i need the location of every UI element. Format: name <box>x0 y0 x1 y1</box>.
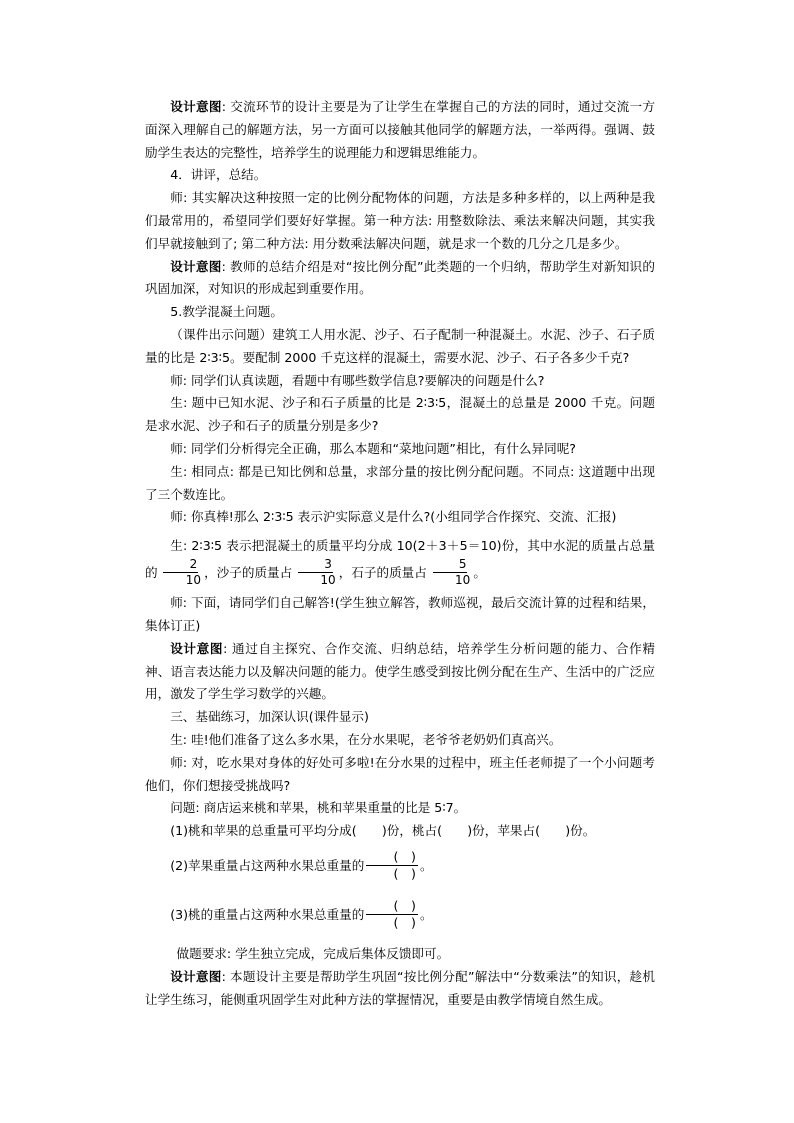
paragraph-text: : 本题设计主要是帮助学生巩固“按比例分配”解法中“分数乘法”的知识，趁机让学生练习，能侧重巩固学生对此种方法的掌握情况，重要是由教学情境自然生成。 <box>145 968 655 1007</box>
design-intent-label: 设计意图 <box>170 968 222 984</box>
paragraph-text: ，沙子的质量占 <box>204 565 293 581</box>
fraction-denominator: 10 <box>185 573 202 588</box>
paragraph-teacher-question: 师: 同学们认真读题，看题中有哪些数学信息?要解决的问题是什么? <box>170 372 545 388</box>
design-intent-label: 设计意图 <box>170 258 222 274</box>
blank-denominator: ( ) <box>393 914 416 930</box>
question-text: (2)苹果重量占这两种水果总重量的 <box>170 857 365 873</box>
fraction-denominator: 10 <box>320 573 336 588</box>
fraction-denominator: 10 <box>455 573 471 588</box>
paragraph-step-4: 4．讲评，总结。 <box>170 167 267 183</box>
document-body <box>145 96 655 1011</box>
paragraph-teacher-solve: 师: 下面，请同学们自己解答!(学生独立解答，教师巡视，最后交流计算的过程和结果，集体订正) <box>145 595 655 633</box>
paragraph-text: : 通过自主探究、合作交流、归纳总结，培养学生分析问题的能力、合作精神、语言表达能力以及解决问题的能力。使学生感受到按比例分配在生产、生活中的广泛应用，激发了学生学习数学的兴趣。 <box>145 640 655 702</box>
question-3 <box>145 897 655 931</box>
fraction-blank <box>366 899 418 930</box>
paragraph-student-answer-1: 生: 题中已知水泥、沙子和石子质量的比是 2∶3∶5，混凝土的总量是 2000 千克。问题是求水泥、沙子和石子的质量分别是多少? <box>145 395 655 434</box>
fraction-numerator: 2 <box>163 558 198 573</box>
fraction-blank <box>366 850 418 881</box>
paragraph-fruit-problem: 问题: 商店运来桃和苹果，桃和苹果重量的比是 5∶7。 <box>170 800 467 816</box>
paragraph-text: : 教师的总结介绍是对“按比例分配”此类题的一个归纳，帮助学生对新知识的巩固加深，对知识的形成起到重要作用。 <box>145 258 656 297</box>
question-2 <box>145 848 655 882</box>
paragraph-student-fractions <box>145 533 655 588</box>
question-end: 。 <box>419 857 433 873</box>
blank-numerator: ( ) <box>366 850 418 866</box>
fraction-cement <box>160 558 202 587</box>
paragraph-concrete-problem: （课件出示问题）建筑工人用水泥、沙子、石子配制一种混凝土。水泥、沙子、石子质量的比是 2∶3∶5。要配制 2000 千克这样的混凝土，需要水泥、沙子、石子各多少千克? <box>145 326 655 365</box>
fraction-sand <box>294 558 336 587</box>
fraction-numerator: 3 <box>298 558 333 573</box>
paragraph-design-intent-4 <box>145 966 655 1012</box>
paragraph-step-5: 5.教学混凝土问题。 <box>170 304 283 320</box>
paragraph-teacher-summary: 师: 其实解决这种按照一定的比例分配物体的问题，方法是多种多样的，以上两种是我们最常用的，希望同学们要好好掌握。第一种方法: 用整数除法、乘法来解决问题，其实我们早就接触到了; 第二种方法: 用分数乘法解决问题，就是求一个数的几分之几是多少。 <box>145 190 655 251</box>
question-end: 。 <box>419 906 433 922</box>
paragraph-student-wow: 生: 哇!他们准备了这么多水果，在分水果呢，老爷爷老奶奶们真高兴。 <box>170 731 562 747</box>
question-text: (3)桃的重量占这两种水果总重量的 <box>170 906 365 922</box>
paragraph-student-answer-2: 生: 相同点: 都是已知比例和总量，求部分量的按比例分配问题。不同点: 这道题中出现了三个数连比。 <box>145 463 655 502</box>
design-intent-label: 设计意图 <box>170 99 222 114</box>
paragraph-text: ，石子的质量占 <box>338 565 427 581</box>
paragraph-requirement: 做题要求: 学生独立完成，完成后集体反馈即可。 <box>176 945 450 961</box>
paragraph-text: 。 <box>473 565 486 581</box>
design-intent-label: 设计意图 <box>170 640 224 656</box>
question-1: (1)桃和苹果的总重量可平均分成( )份，桃占( )份，苹果占( )份。 <box>170 823 596 839</box>
paragraph-design-intent-3 <box>145 638 655 706</box>
fraction-stone <box>429 558 471 587</box>
paragraph-teacher-meaning: 师: 你真棒!那么 2∶3∶5 表示沪实际意义是什么?(小组同学合作探究、交流、汇报) <box>170 509 617 525</box>
paragraph-section-3: 三、基础练习，加深认识(课件显示) <box>170 709 369 725</box>
paragraph-text: : 交流环节的设计主要是为了让学生在掌握自己的方法的同时，通过交流一方面深入理解自己的解题方法，另一方面可以接触其他同学的解题方法，一举两得。强调、鼓励学生表达的完整性，培养学生的说理能力和逻辑思维能力。 <box>145 99 656 160</box>
blank-denominator: ( ) <box>393 865 416 881</box>
fraction-numerator: 5 <box>433 558 468 573</box>
blank-numerator: ( ) <box>366 899 418 915</box>
paragraph-design-intent-2 <box>145 256 655 302</box>
paragraph-teacher-compare: 师: 同学们分析得完全正确，那么本题和“菜地问题”相比，有什么异同呢? <box>170 440 576 456</box>
paragraph-text: 生: 2∶3∶5 表示把混凝土的质量平均分成 10(2＋3＋5＝10)份，其中水泥的质量占总量的 <box>145 538 655 581</box>
paragraph-teacher-challenge: 师: 对，吃水果对身体的好处可多啦!在分水果的过程中，班主任老师提了一个小问题考他们，你们想接受挑战吗? <box>145 754 655 793</box>
paragraph-design-intent-1 <box>145 96 655 164</box>
